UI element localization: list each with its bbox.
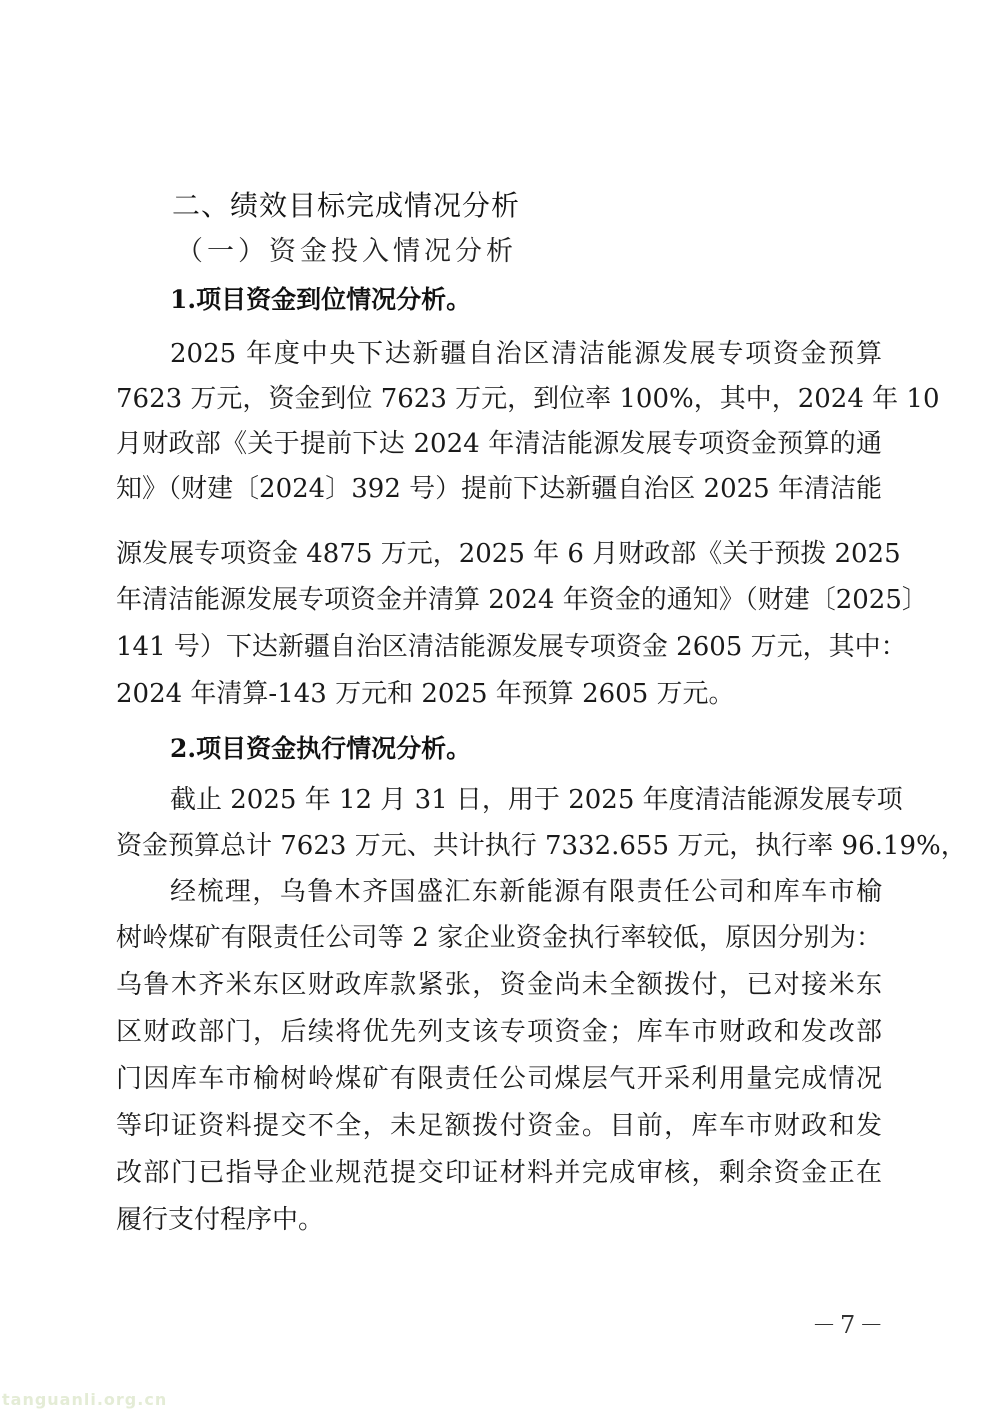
paragraph-line: 区财政部门，后续将优先列支该专项资金；库车市财政和发改部 [116, 1017, 882, 1047]
paragraph-line: 知》（财建〔2024〕392 号）提前下达新疆自治区 2025 年清洁能 [116, 474, 882, 504]
paragraph-line: 履行支付程序中。 [116, 1205, 325, 1235]
paragraph-line: 树岭煤矿有限责任公司等 2 家企业资金执行率较低，原因分别为： [116, 923, 882, 953]
paragraph-line: 月财政部《关于提前下达 2024 年清洁能源发展专项资金预算的通 [116, 429, 882, 459]
paragraph-line: 等印证资料提交不全，未足额拨付资金。目前，库车市财政和发 [116, 1111, 882, 1141]
paragraph-line: 乌鲁木齐米东区财政库款紧张，资金尚未全额拨付，已对接米东 [116, 970, 882, 1000]
paragraph-line: 2024 年清算-143 万元和 2025 年预算 2605 万元。 [116, 679, 735, 709]
watermark: tanguanli.org.cn [2, 1390, 168, 1409]
paragraph-line: 年清洁能源发展专项资金并清算 2024 年资金的通知》（财建〔2025〕 [116, 585, 928, 615]
heading-fund-input: （一）资金投入情况分析 [176, 236, 517, 267]
paragraph-line: 改部门已指导企业规范提交印证材料并完成审核，剩余资金正在 [116, 1158, 882, 1188]
section2-title: 2.项目资金执行情况分析。 [170, 734, 472, 763]
heading-performance-goals: 二、绩效目标完成情况分析 [172, 189, 521, 222]
page-number: －7－ [812, 1311, 888, 1339]
paragraph-line: 截止 2025 年 12 月 31 日，用于 2025 年度清洁能源发展专项 [170, 785, 903, 815]
section1-title: 1.项目资金到位情况分析。 [170, 285, 472, 314]
paragraph-line: 源发展专项资金 4875 万元，2025 年 6 月财政部《关于预拨 2025 [116, 539, 901, 569]
paragraph-line: 2025 年度中央下达新疆自治区清洁能源发展专项资金预算 [170, 339, 882, 369]
paragraph-line: 141 号）下达新疆自治区清洁能源发展专项资金 2605 万元，其中： [116, 632, 907, 662]
paragraph-line: 资金预算总计 7623 万元、共计执行 7332.655 万元，执行率 96.19%， [116, 831, 967, 861]
paragraph-line: 7623 万元，资金到位 7623 万元，到位率 100%，其中，2024 年 10 [116, 384, 940, 414]
paragraph-line: 经梳理，乌鲁木齐国盛汇东新能源有限责任公司和库车市榆 [170, 877, 882, 907]
paragraph-line: 门因库车市榆树岭煤矿有限责任公司煤层气开采利用量完成情况 [116, 1064, 882, 1094]
